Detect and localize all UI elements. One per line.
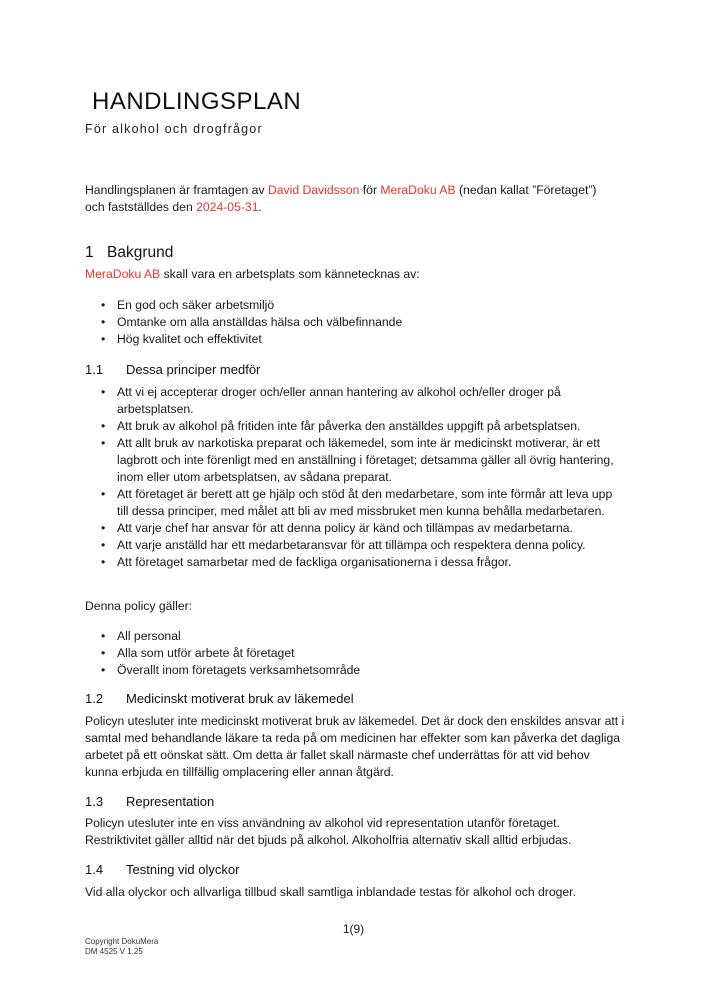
- list-item: • Att allt bruk av narkotiska preparat och läkemedel, som inte är medicinskt motiverar, är ett lagbrott och inte förenligt med en anställning i företaget; detsamma gäller all övrig hantering, inom eller utom arbetsplatsen, av sådana preparat.: [99, 435, 624, 486]
- list-item: • Alla som utför arbete åt företaget: [99, 645, 624, 662]
- list-item: • Att företaget är berett att ge hjälp och stöd åt den medarbetare, som inte förmår att leva upp till dessa principer, med målet att bli av med missbruket men kunna behålla medarbetaren.: [99, 486, 624, 520]
- section-1-text: MeraDoku AB skall vara en arbetsplats som kännetecknas av:: [85, 267, 420, 281]
- list-item: • All personal: [99, 628, 624, 645]
- list-item: • Överallt inom företagets verksamhetsområde: [99, 662, 624, 679]
- policy-scope-intro: Denna policy gäller:: [85, 599, 193, 613]
- section-1-4-text: Vid alla olyckor och allvarliga tillbud skall samtliga inblandade testas för alkohol och droger.: [85, 885, 576, 899]
- list-item: • Att bruk av alkohol på fritiden inte får påverka den anställdes uppgift på arbetsplatsen.: [99, 418, 624, 435]
- intro-paragraph: Handlingsplanen är framtagen av David Davidsson för MeraDoku AB (nedan kallat ”Företaget”) och fastställdes den 2024-05-31.: [85, 183, 597, 214]
- principles-list: [99, 384, 624, 571]
- document-title: HANDLINGSPLAN: [92, 88, 302, 115]
- page-number: 1(9): [342, 922, 365, 936]
- document-subtitle: För alkohol och drogfrågor: [85, 122, 263, 136]
- list-item: • Att vi ej accepterar droger och/eller annan hantering av alkohol och/eller droger på arbetsplatsen.: [99, 384, 624, 418]
- company-name: MeraDoku AB: [380, 183, 456, 197]
- footer-copyright: Copyright DokuMera: [85, 937, 159, 946]
- policy-scope-list: [99, 628, 624, 679]
- author-name: David Davidsson: [267, 183, 360, 197]
- list-item: • En god och säker arbetsmiljö: [99, 297, 624, 314]
- adoption-date: 2024-05-31: [196, 200, 259, 214]
- section-1-bullet-list: [99, 297, 624, 348]
- list-item: • Omtanke om alla anställdas hälsa och välbefinnande: [99, 314, 624, 331]
- section-1-2-heading: 1.2 Medicinskt motiverat bruk av läkemedel: [85, 691, 354, 706]
- section-1-1-heading: 1.1 Dessa principer medför: [85, 362, 261, 377]
- list-item: • Hög kvalitet och effektivitet: [99, 331, 624, 348]
- section-1-3-heading: 1.3 Representation: [85, 794, 215, 809]
- section-1-heading: 1 Bakgrund: [85, 244, 174, 261]
- list-item: • Att företaget samarbetar med de fackliga organisationerna i dessa frågor.: [99, 554, 624, 571]
- list-item: • Att varje anställd har ett medarbetaransvar för att tillämpa och respektera denna policy.: [99, 537, 624, 554]
- section-1-2-text: Policyn utesluter inte medicinskt motiverat bruk av läkemedel. Det är dock den enskildes ansvar att i samtal med behandlande läkare ta reda på om medicinen har effekter som kan påverka det dagliga arbetet på ett oönskat sätt. Om detta är fallet skall närmaste chef underrättas för att vid behov kunna erbjuda en tillfällig omplacering eller annan åtgärd.: [85, 714, 625, 779]
- section-1-3-text: Policyn utesluter inte en viss användning av alkohol vid representation utanför företaget. Restriktivitet gäller alltid när det bjuds på alkohol. Alkoholfria alternativ skall alltid erbjudas.: [85, 816, 572, 847]
- section-1-4-heading: 1.4 Testning vid olyckor: [85, 862, 240, 877]
- footer: [85, 937, 158, 957]
- footer-version: DM 4525 V 1.25: [85, 947, 143, 956]
- company-name: MeraDoku AB: [85, 267, 161, 281]
- list-item: • Att varje chef har ansvar för att denna policy är känd och tillämpas av medarbetarna.: [99, 520, 624, 537]
